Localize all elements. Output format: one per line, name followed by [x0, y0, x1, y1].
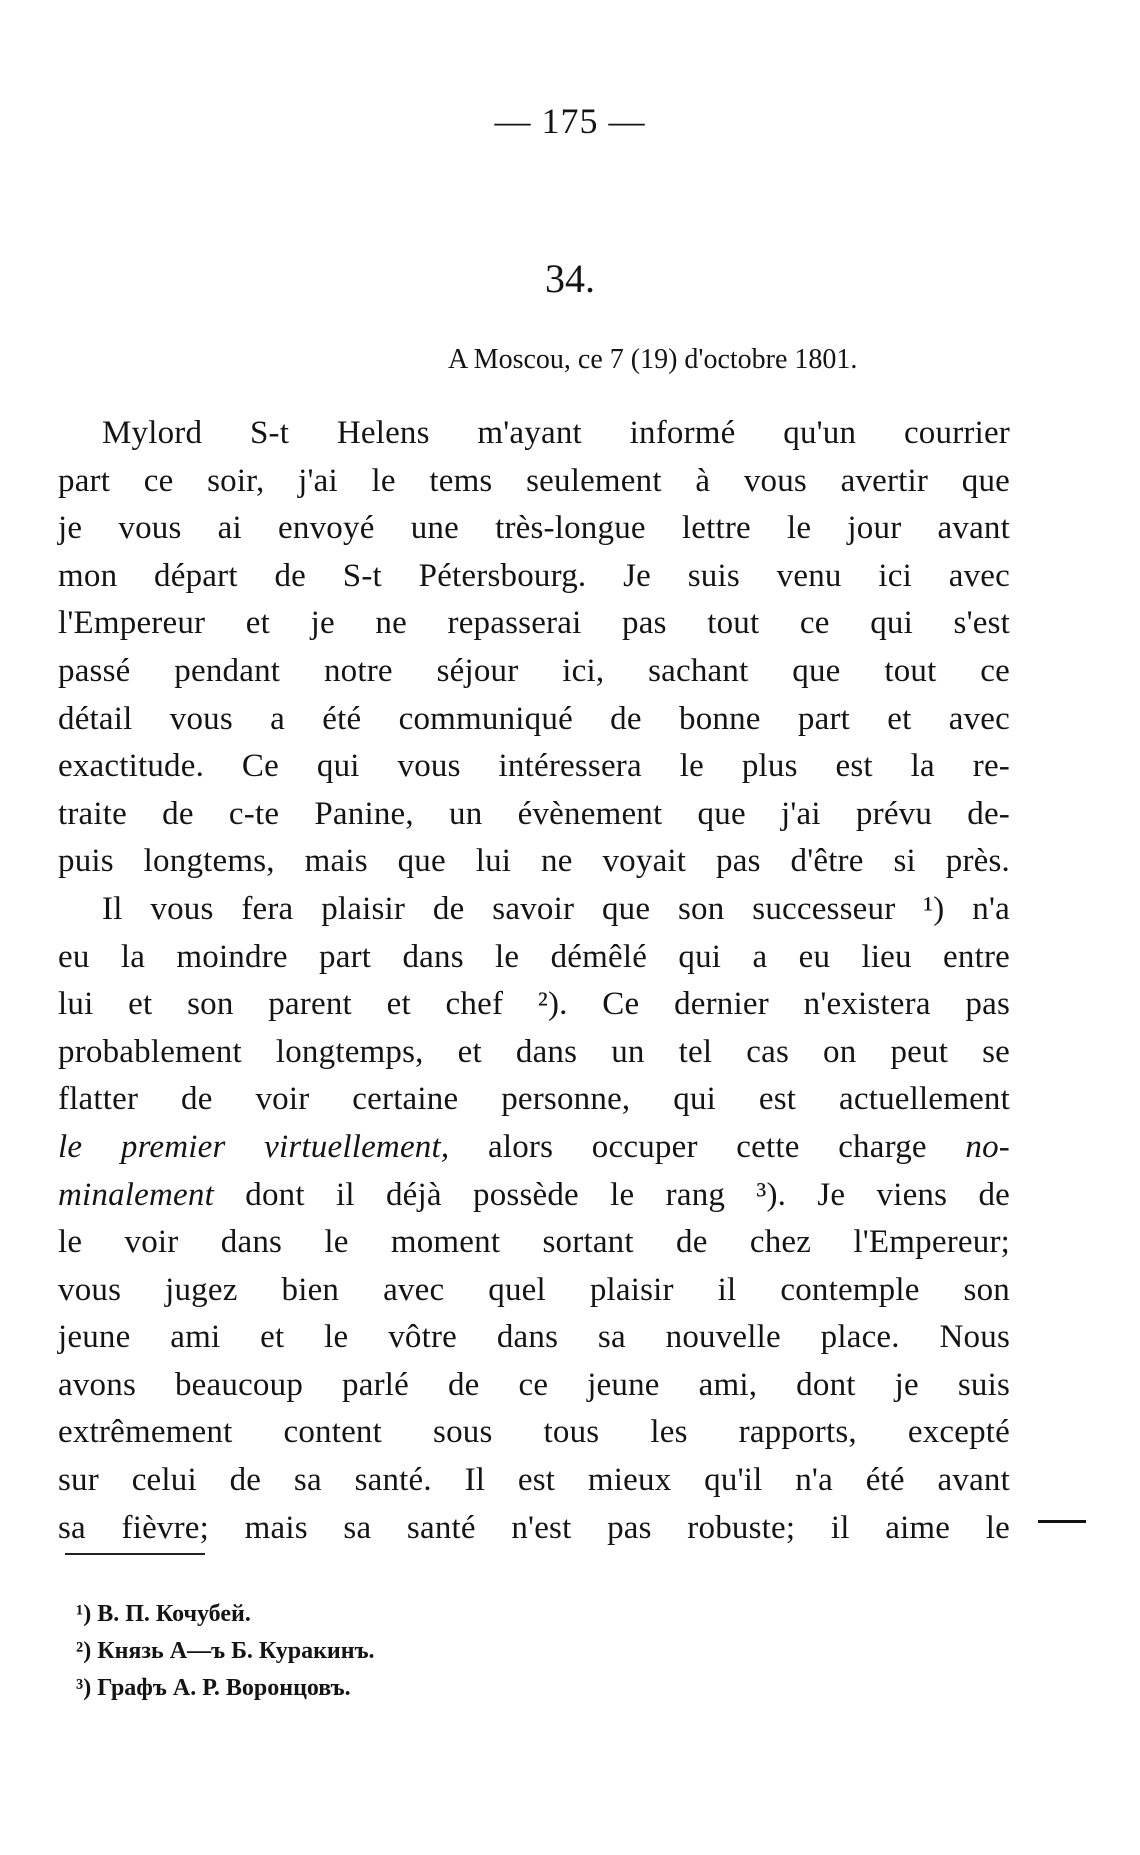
footnote: ²) Князь А—ъ Б. Куракинъ.: [76, 1638, 375, 1664]
footnotes: [76, 1596, 776, 1707]
footnote-divider: [65, 1553, 205, 1555]
body-line: l'Empereur et je ne repasserai pas tout ce qui s'est: [58, 605, 1010, 642]
body-line: je vous ai envoyé une très-longue lettre le jour avant: [58, 510, 1010, 547]
body-line: vous jugez bien avec quel plaisir il contemple son: [58, 1271, 1010, 1308]
letter-dateline: A Moscou, ce 7 (19) d'octobre 1801.: [448, 344, 858, 375]
body-line: sur celui de sa santé. Il est mieux qu'il n'a été avant: [58, 1462, 1010, 1499]
body-line-segment: alors occuper cette charge: [449, 1128, 966, 1165]
page-number: — 175 —: [494, 101, 646, 141]
body-line: exactitude. Ce qui vous intéressera le plus est la re-: [58, 748, 1010, 785]
body-line: part ce soir, j'ai le tems seulement à vous avertir que: [58, 462, 1010, 499]
body-line: Il vous fera plaisir de savoir que son successeur ¹) n'a: [102, 890, 1010, 927]
italic-phrase: le premier virtuellement,: [58, 1128, 450, 1165]
footnote: ³) Графъ А. Р. Воронцовъ.: [76, 1675, 351, 1701]
body-line: le voir dans le moment sortant de chez l'Empereur;: [58, 1224, 1010, 1261]
body-line: extrêmement content sous tous les rapports, excepté: [58, 1414, 1010, 1451]
body-line-mixed: [58, 1124, 1010, 1172]
body-line: jeune ami et le vôtre dans sa nouvelle place. Nous: [58, 1319, 1010, 1356]
body-line: mon départ de S-t Pétersbourg. Je suis venu ici avec: [58, 557, 1010, 594]
body-line: flatter de voir certaine personne, qui est actuellement: [58, 1081, 1010, 1118]
body-line: probablement longtemps, et dans un tel cas on peut se: [58, 1033, 1010, 1070]
body-line: lui et son parent et chef ²). Ce dernier n'existera pas: [58, 986, 1010, 1023]
letter-body: [58, 410, 1010, 1552]
body-line: Mylord S-t Helens m'ayant informé qu'un courrier: [102, 415, 1010, 451]
body-line-segment: dont il déjà possède le rang ³). Je viens de: [213, 1176, 1010, 1213]
body-line: sa fièvre; mais sa santé n'est pas robuste; il aime le: [58, 1509, 1010, 1546]
footnote: ¹) В. П. Кочубей.: [76, 1601, 251, 1627]
body-line: puis longtems, mais que lui ne voyait pas d'être si près.: [58, 843, 1010, 880]
body-line: détail vous a été communiqué de bonne part et avec: [58, 700, 1010, 737]
italic-phrase: minalement: [58, 1176, 214, 1213]
body-line: avons beaucoup parlé de ce jeune ami, dont je suis: [58, 1366, 1010, 1403]
body-line: passé pendant notre séjour ici, sachant que tout ce: [58, 652, 1010, 689]
page-edge-mark: [1038, 1520, 1086, 1523]
body-line-mixed: [58, 1172, 1010, 1220]
letter-number: 34.: [545, 256, 595, 301]
body-line: traite de c-te Panine, un évènement que j'ai prévu de-: [58, 795, 1010, 832]
italic-phrase: no-: [965, 1128, 1010, 1165]
body-line: eu la moindre part dans le démêlé qui a eu lieu entre: [58, 938, 1010, 975]
